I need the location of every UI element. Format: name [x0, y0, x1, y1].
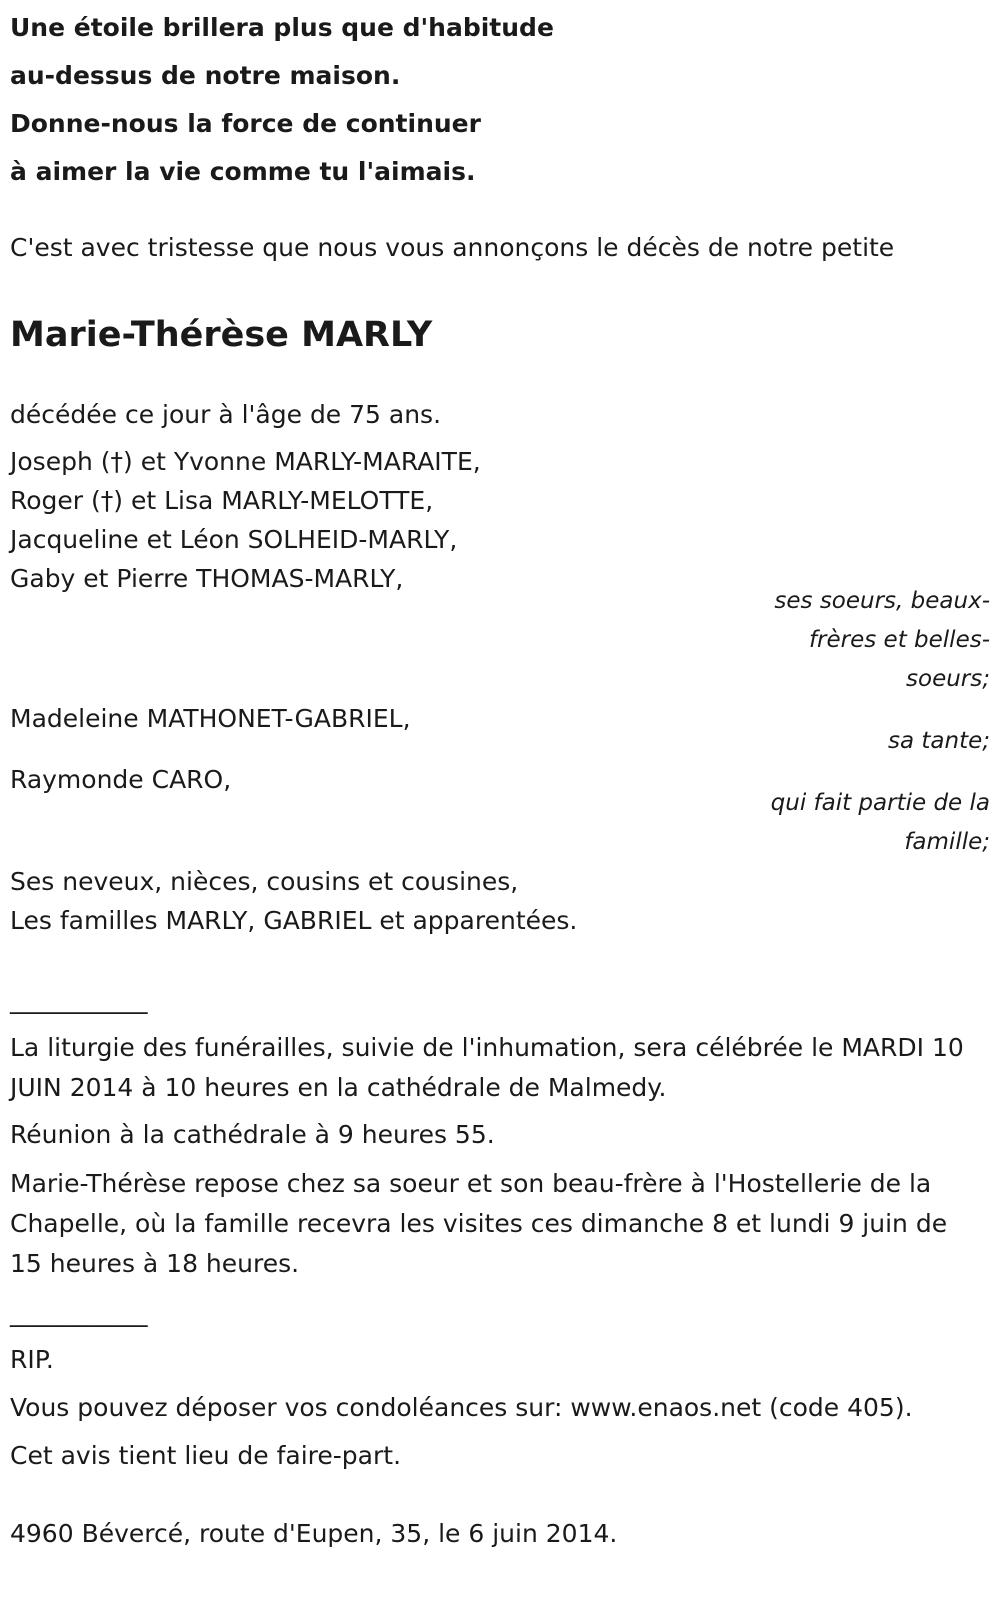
liturgy-text: La liturgie des funérailles, suivie de l'inhumation, sera célébrée le MARDI 10 JUIN 2014 à 10 heures en la cathédrale de Malmedy. [10, 1033, 964, 1102]
separator: ___________ [10, 1298, 148, 1327]
family-member: Madeleine MATHONET-GABRIEL, [10, 704, 411, 733]
deceased-name: Marie-Thérèse MARLY [10, 315, 433, 355]
family-member: Raymonde CARO, [10, 765, 232, 794]
relation-siblings: ses soeurs, beaux-frères et belles-soeurs; [774, 588, 990, 692]
rests-text: Marie-Thérèse repose chez sa soeur et son beau-frère à l'Hostellerie de la Chapelle, où la famille recevra les visites ces dimanche 8 et lundi 9 juin de 15 heures à 18 heures. [10, 1169, 948, 1278]
condolences-text: Vous pouvez déposer vos condoléances sur: www.enaos.net (code 405). [10, 1393, 913, 1422]
address-text: 4960 Bévercé, route d'Eupen, 35, le 6 juin 2014. [10, 1519, 618, 1548]
family-member: Joseph (†) et Yvonne MARLY-MARAITE, [10, 447, 481, 476]
family-member: Gaby et Pierre THOMAS-MARLY, [10, 564, 404, 593]
family-member: Jacqueline et Léon SOLHEID-MARLY, [10, 525, 458, 554]
family-member: Ses neveux, nièces, cousins et cousines, [10, 867, 519, 896]
age-line: décédée ce jour à l'âge de 75 ans. [10, 400, 442, 429]
rip-text: RIP. [10, 1345, 54, 1374]
poem-line: Donne-nous la force de continuer [10, 109, 481, 138]
poem [10, 4, 710, 196]
family-member: Roger (†) et Lisa MARLY-MELOTTE, [10, 486, 434, 515]
intro-text: C'est avec tristesse que nous vous annonçons le décès de notre petite [10, 233, 895, 262]
poem-line: Une étoile brillera plus que d'habitude [10, 13, 554, 42]
relation-other: qui fait partie de la famille; [770, 790, 990, 855]
relation-aunt: sa tante; [888, 728, 990, 754]
separator: ___________ [10, 985, 148, 1014]
poem-line: au-dessus de notre maison. [10, 61, 401, 90]
poem-line: à aimer la vie comme tu l'aimais. [10, 157, 476, 186]
meeting-text: Réunion à la cathédrale à 9 heures 55. [10, 1120, 495, 1149]
notice-text: Cet avis tient lieu de faire-part. [10, 1441, 402, 1470]
family-member: Les familles MARLY, GABRIEL et apparentées. [10, 906, 578, 935]
